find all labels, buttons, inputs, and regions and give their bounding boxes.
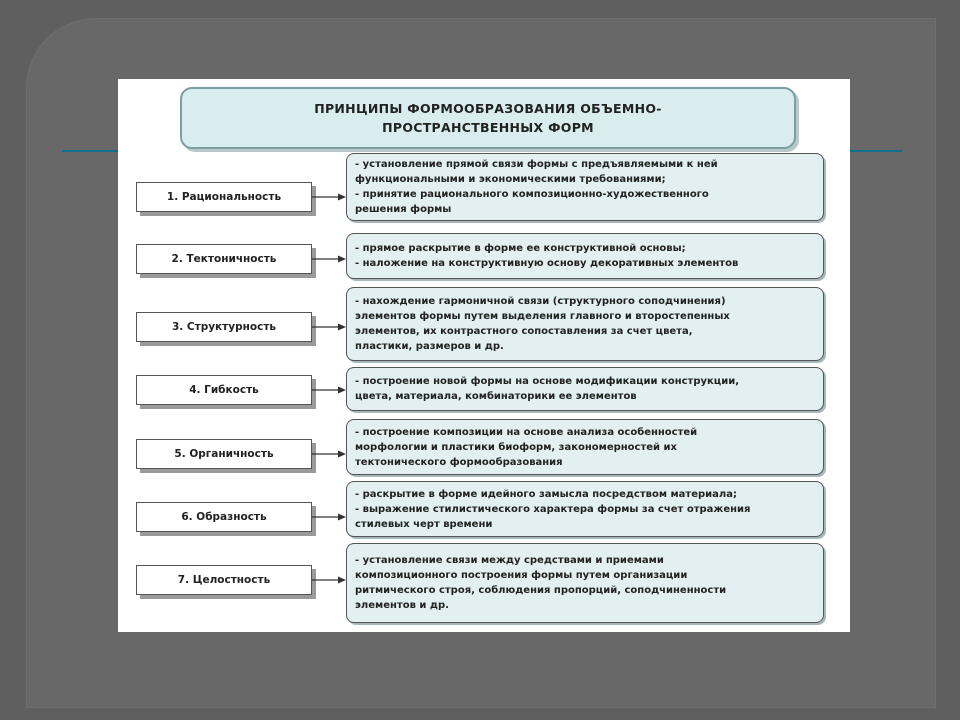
- description-line: - установление связи между средствами и приемами: [355, 555, 664, 566]
- description-line: - установление прямой связи формы с предъявляемыми к ней: [355, 159, 718, 170]
- connector-arrow-icon: [310, 322, 346, 332]
- description-line: - принятие рационального композиционно-художественного: [355, 189, 709, 200]
- description-line: - построение композиции на основе анализа особенностей: [355, 426, 698, 438]
- description-line: - прямое раскрытие в форме ее конструктивной основы;: [355, 243, 686, 254]
- description-line: - нахождение гармоничной связи (структурного соподчинения): [355, 296, 726, 307]
- principle-description-3: [346, 287, 824, 361]
- diagram-title-box: [180, 87, 796, 149]
- description-line: морфологии и пластики биоформ, закономерностей их: [355, 441, 677, 453]
- connector-arrow-icon: [310, 575, 346, 585]
- diagram-title-line-1: ПРИНЦИПЫ ФОРМООБРАЗОВАНИЯ ОБЪЕМНО-: [314, 101, 662, 116]
- description-line: - наложение на конструктивную основу декоративных элементов: [355, 258, 739, 269]
- principle-description-5: [346, 419, 824, 475]
- diagram-title-line-2: ПРОСТРАНСТВЕННЫХ ФОРМ: [382, 120, 594, 135]
- principle-label-2: 2. Тектоничность: [136, 244, 312, 274]
- description-line: - раскрытие в форме идейного замысла посредством материала;: [355, 488, 737, 500]
- principle-label-1: 1. Рациональность: [136, 182, 312, 212]
- connector-arrow-icon: [310, 192, 346, 202]
- connector-arrow-icon: [310, 449, 346, 459]
- connector-arrow-icon: [310, 512, 346, 522]
- principle-description-4: [346, 367, 824, 411]
- description-line: элементов формы путем выделения главного и второстепенных: [355, 311, 730, 322]
- description-line: решения формы: [355, 204, 452, 215]
- principle-label-3: 3. Структурность: [136, 312, 312, 342]
- description-line: - выражение стилистического характера формы за счет отражения: [355, 503, 751, 515]
- description-line: тектонического формообразования: [355, 456, 563, 468]
- principle-label-5: 5. Органичность: [136, 439, 312, 469]
- description-line: - построение новой формы на основе модификации конструкции,: [355, 376, 740, 387]
- description-line: элементов и др.: [355, 600, 449, 611]
- diagram-canvas: [118, 79, 850, 632]
- connector-arrow-icon: [310, 254, 346, 264]
- principle-description-7: [346, 543, 824, 623]
- accent-line-left: [62, 150, 120, 152]
- principle-description-6: [346, 481, 824, 537]
- description-line: цвета, материала, комбинаторики ее элементов: [355, 391, 637, 402]
- principle-description-2: [346, 233, 824, 279]
- description-line: ритмического строя, соблюдения пропорций, соподчиненности: [355, 585, 727, 596]
- principle-description-1: [346, 153, 824, 221]
- description-line: пластики, размеров и др.: [355, 341, 504, 352]
- principle-label-4: 4. Гибкость: [136, 375, 312, 405]
- description-line: элементов, их контрастного сопоставления за счет цвета,: [355, 326, 693, 337]
- description-line: композиционного построения формы путем организации: [355, 570, 688, 581]
- connector-arrow-icon: [310, 385, 346, 395]
- description-line: стилевых черт времени: [355, 518, 493, 530]
- description-line: функциональными и экономическими требованиями;: [355, 174, 666, 185]
- principle-label-7: 7. Целостность: [136, 565, 312, 595]
- principle-label-6: 6. Образность: [136, 502, 312, 532]
- accent-line-right: [850, 150, 902, 152]
